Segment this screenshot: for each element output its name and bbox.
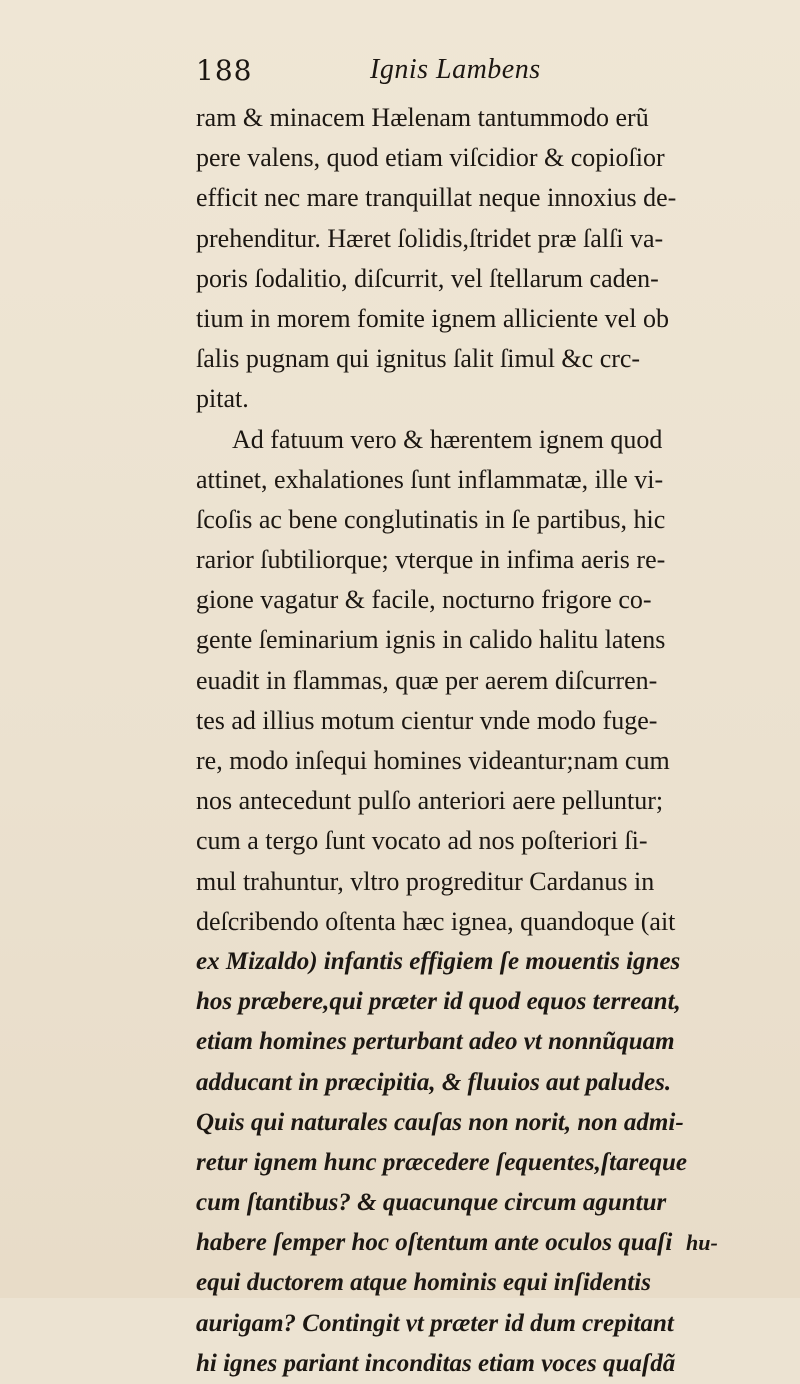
- text-line: pere valens, quod etiam viſcidior & copioſior: [196, 143, 665, 173]
- italic-text-line: ex Mizaldo) infantis effigiem ſe mouentis ignes: [196, 947, 681, 975]
- catchword: hu-: [686, 1230, 718, 1255]
- italic-text-line: hi ignes pariant inconditas etiam voces quaſdã: [196, 1349, 676, 1377]
- text-line: tium in morem fomite ignem alliciente vel ob: [196, 303, 669, 333]
- italic-text-line: retur ignem hunc præcedere ſequentes,ſtareque: [196, 1148, 687, 1176]
- paragraph-start-line: Ad fatuum vero & hærentem ignem quod: [232, 424, 663, 454]
- text-line: euadit in flammas, quæ per aerem diſcurren-: [196, 665, 658, 695]
- italic-text-line: habere ſemper hoc oſtentum ante oculos quaſi: [196, 1229, 673, 1257]
- text-line: rarior ſubtiliorque; vterque in infima aeris re-: [196, 545, 666, 575]
- body-text: [196, 98, 790, 1384]
- text-line: tes ad illius motum cientur vnde modo fuge-: [196, 705, 658, 735]
- text-line: attinet, exhalationes ſunt inflammatæ, ille vi-: [196, 464, 664, 494]
- italic-text-line: cum ſtantibus? & quacunque circum aguntur: [196, 1189, 667, 1217]
- text-line: ſcoſis ac bene conglutinatis in ſe partibus, hic: [196, 504, 666, 534]
- text-line: deſcribendo oſtenta hæc ignea, quandoque (ait: [196, 906, 676, 936]
- italic-text-line: Quis qui naturales cauſas non norit, non admi-: [196, 1108, 684, 1136]
- italic-text-line: etiam homines perturbant adeo vt nonnũquam: [196, 1028, 675, 1056]
- page-header: [196, 50, 616, 96]
- text-line: ſalis pugnam qui ignitus ſalit ſimul &c crc-: [196, 344, 641, 374]
- text-line: re, modo inſequi homines videantur;nam cum: [196, 746, 670, 775]
- text-line: nos antecedunt pulſo anteriori aere pelluntur;: [196, 786, 664, 816]
- text-line: cum a tergo ſunt vocato ad nos poſteriori ſi-: [196, 826, 648, 856]
- text-line: gente ſeminarium ignis in calido halitu latens: [196, 625, 666, 655]
- italic-text-line: hos præbere,qui præter id quod equos terreant,: [196, 988, 681, 1016]
- running-head: Ignis Lambens: [370, 54, 541, 85]
- text-line: gione vagatur & facile, nocturno frigore co-: [196, 585, 652, 615]
- text-line: poris ſodalitio, diſcurrit, vel ſtellarum caden-: [196, 263, 659, 293]
- italic-text-line: equi ductorem atque hominis equi inſidentis: [196, 1269, 651, 1297]
- text-line: prehenditur. Hæret ſolidis,ſtridet præ ſalſi va-: [196, 223, 664, 253]
- text-line: ram & minacem Hælenam tantummodo erũ: [196, 103, 649, 132]
- italic-text-line: adducant in præcipitia, & fluuios aut paludes.: [196, 1068, 672, 1096]
- text-line: mul trahuntur, vltro progreditur Cardanus in: [196, 866, 655, 896]
- italic-text-line: aurigam? Contingit vt præter id dum crepitant: [196, 1309, 674, 1337]
- text-line: pitat.: [196, 384, 249, 414]
- text-line: efficit nec mare tranquillat neque innoxius de-: [196, 183, 677, 213]
- page-number: 188: [196, 54, 253, 87]
